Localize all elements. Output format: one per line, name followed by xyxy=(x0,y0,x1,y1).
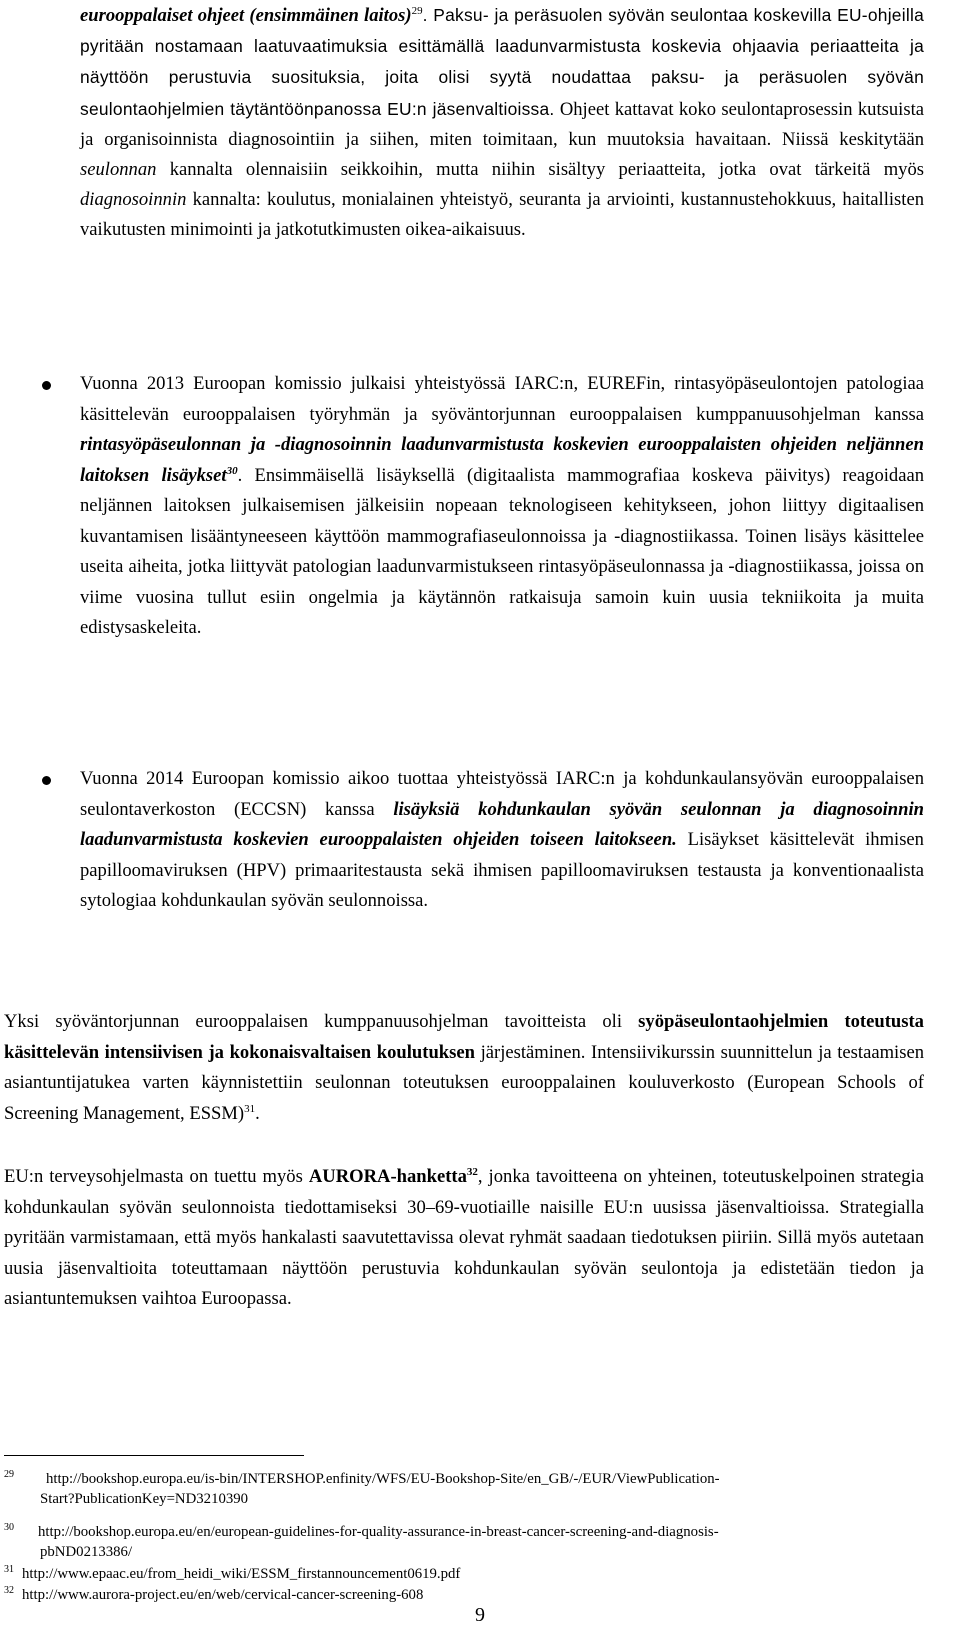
bullet-icon xyxy=(42,381,51,390)
essm-paragraph xyxy=(4,1007,924,1129)
text-run: kannalta olennaisiin seikkoihin, mutta niihin sisältyy periaatteita, jotka ovat tärkeitä myös xyxy=(156,159,924,181)
footnote-number: 29 xyxy=(4,1469,14,1480)
footnote-ref: 30 xyxy=(226,464,238,477)
text-run: EU:n terveysohjelmasta on tuettu myös xyxy=(4,1166,309,1187)
guideline-title: eurooppalaiset ohjeet (ensimmäinen laitos) xyxy=(80,5,412,26)
text-run: Yksi syöväntorjunnan eurooppalaisen kumppanuusohjelman tavoitteista oli xyxy=(4,1011,639,1032)
page-number: 9 xyxy=(475,1604,485,1626)
text-run: järjestäminen. Intensiivikurssin suunnittelun ja testaamisen asiantuntijatukea varten käynnistettiin seulonnan toteutuksen eurooppalainen kouluverkosto (European Schools of Screening Management, ESSM) xyxy=(4,1041,924,1124)
aurora-paragraph xyxy=(4,1162,924,1315)
bullet-item-breast-screening xyxy=(80,369,924,644)
text-run: , jonka tavoitteena on yhteinen, toteutuskelpoinen strategia kohdunkaulan syövän seulonnoista tiedottamiseksi 30–69-vuotiaille naisille EU:n uusissa jäsenvaltioissa. Strategialla pyritään varmistamaan, että myös hankalasti saavutettavissa olevat ryhmät saadaan tiedotuksen piiriin. Sillä myös autetaan uusia jäsenvaltioita toteuttamaan näyttöön perustuvia kohdunkaulan syövän seulontoja ja edistetään tiedon ja asiantuntemuksen vaihtoa Euroopassa. xyxy=(4,1166,924,1309)
text-run: . Ensimmäisellä lisäyksellä (digitaalista mammografiaa koskeva päivitys) reagoidaan neljännen laitoksen julkaisemisen jälkeisiin nopeaan teknologiseen kehitykseen, johon liittyy digitaalisen kuvantamisen lisääntyneeseen käyttöön mammografiaseulonnoissa ja -diagnostiikassa. Toinen lisäys käsittelee useita aiheita, jotka liittyvät patologian laadunvarmistukseen rintasyöpäseulonnassa ja -diagnostiikassa, joissa on viime vuosina tullut esiin ongelmia ja käytännön ratkaisuja samoin kuin uusia tekniikoita ja muita edistysaskeleita. xyxy=(80,464,925,638)
intro-paragraph xyxy=(80,0,924,246)
bullet-icon xyxy=(42,776,51,785)
bold-phrase: syöpäseulontaohjelmien toteutusta käsittelevän intensiivisen ja kokonaisvaltaisen koulutuksen xyxy=(4,1011,924,1063)
italic-term: seulonnan xyxy=(80,159,157,181)
guideline-title: rintasyöpäseulonnan ja -diagnosoinnin laadunvarmistusta koskevien eurooppalaisten ohjeiden neljännen laitoksen lisäykset xyxy=(80,434,924,486)
footnote-number: 30 xyxy=(4,1522,14,1533)
text-run: Vuonna 2013 Euroopan komissio julkaisi yhteistyössä IARC:n, EUREFin, rintasyöpäseulontojen patologiaa käsittelevän eurooppalaisen työryhmän ja syöväntorjunnan eurooppalaisen kumppanuusohjelman kanssa xyxy=(80,373,924,425)
text-run: . xyxy=(255,1102,260,1124)
footnote-ref: 29 xyxy=(411,5,423,17)
footnote-link[interactable]: http://www.epaac.eu/from_heidi_wiki/ESSM_firstannouncement0619.pdf xyxy=(22,1566,461,1582)
guideline-description: . Paksu- ja peräsuolen syövän seulontaa koskevilla EU-ohjeilla pyritään nostamaan laatuvaatimuksia esittämällä laadunvarmistusta koskevia ohjaavia periaatteita ja näyttöön perustuvia suosituksia, joita olisi syytä noudattaa paksu- ja peräsuolen syövän seulontaohjelmien täytäntöönpanossa EU:n jäsenvaltioissa. xyxy=(80,5,924,119)
text-run: Ohjeet kattavat koko seulontaprosessin kutsuista ja organisoinnista diagnosointiin ja siihen, miten toimitaan, kun muutoksia havaitaan. Niissä keskitytään xyxy=(80,98,924,150)
footnote-ref: 32 xyxy=(466,1166,478,1178)
bullet-item-cervical-screening xyxy=(80,764,924,917)
footnote-link[interactable]: http://bookshop.europa.eu/en/european-guidelines-for-quality-assurance-in-breast-cancer-screening-and-diagnosis- xyxy=(38,1524,719,1540)
footnote-divider xyxy=(4,1455,304,1456)
footnote-number: 32 xyxy=(4,1585,14,1596)
italic-term: diagnosoinnin xyxy=(80,189,187,211)
footnote-ref: 31 xyxy=(244,1102,256,1115)
text-run: kannalta: koulutus, monialainen yhteistyö, seuranta ja arviointi, kustannustehokkuus, haitallisten vaikutusten minimointi ja jatkotutkimusten oikea-aikaisuus. xyxy=(80,189,924,241)
footnote-link[interactable]: http://bookshop.europa.eu/is-bin/INTERSHOP.enfinity/WFS/EU-Bookshop-Site/en_GB/-/EUR/ViewPublication- xyxy=(46,1471,720,1487)
footnote-link[interactable]: http://www.aurora-project.eu/en/web/cervical-cancer-screening-608 xyxy=(22,1587,424,1603)
footnote-link-continuation[interactable]: pbND0213386/ xyxy=(40,1544,133,1560)
text-run: Lisäykset käsittelevät ihmisen papilloomaviruksen (HPV) primaaritestausta sekä ihmisen papilloomaviruksen testausta ja konventionaalista sytologiaa kohdunkaulan syövän seulonnoissa. xyxy=(80,829,924,911)
guideline-title: lisäyksiä kohdunkaulan syövän seulonnan ja diagnosoinnin laadunvarmistusta koskevien eurooppalaisten ohjeiden toiseen laitokseen. xyxy=(80,798,924,850)
bold-phrase: AURORA-hanketta xyxy=(308,1166,467,1187)
text-run: Vuonna 2014 Euroopan komissio aikoo tuottaa yhteistyössä IARC:n ja kohdunkaulansyövän eurooppalaisen seulontaverkoston (ECCSN) kanssa xyxy=(80,768,924,820)
footnote-number: 31 xyxy=(4,1564,14,1575)
footnote-link-continuation[interactable]: Start?PublicationKey=ND3210390 xyxy=(40,1491,249,1507)
